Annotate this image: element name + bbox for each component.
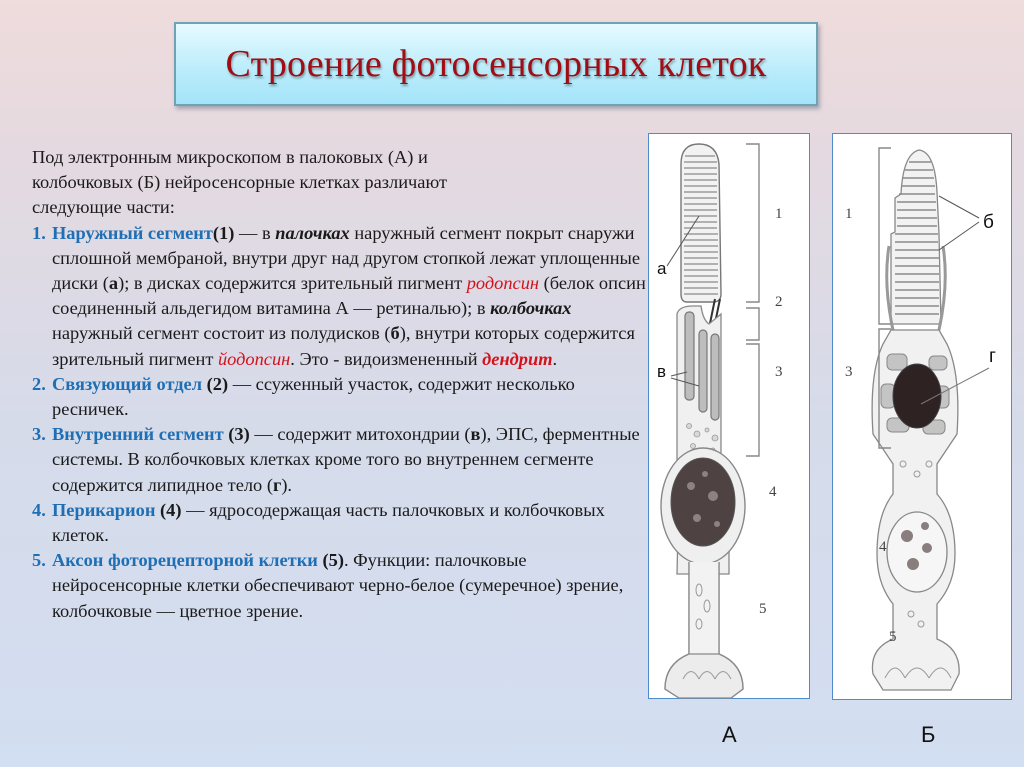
item-number: 3.: [32, 424, 46, 445]
segment-label-2: 2: [775, 294, 783, 310]
term-dendrite: дендрит: [482, 348, 553, 369]
label-lipid-body-g: г: [989, 346, 996, 367]
label-half-discs-b: б: [983, 212, 994, 233]
text-run: ), ЭПС, ферментные системы. В колбочковых клетках кроме того во внутреннем сегменте содержится липидное тело (: [52, 424, 640, 495]
item-heading: Внутренний сегмент: [52, 424, 224, 445]
ref-b: б: [390, 323, 400, 344]
intro-line: Под электронным микроскопом в палоковых (А) и: [32, 147, 428, 167]
term-rods: палочках: [275, 222, 350, 243]
list-item-inner-segment: [32, 422, 652, 498]
text-run: ).: [281, 474, 293, 495]
ref-g: г: [272, 474, 282, 495]
item-text: — ссуженный участок, содержит несколько ресничек.: [52, 373, 575, 420]
item-heading: Связующий отдел: [52, 373, 203, 394]
segment-label-5: 5: [759, 601, 767, 617]
text-run: наружный сегмент состоит из полудисков (: [52, 323, 391, 344]
title-box: [174, 22, 818, 106]
intro-line: следующие части:: [32, 197, 175, 218]
intro-line: колбочковых (Б) нейросенсорные клетках различают: [32, 172, 448, 193]
text-run: — в: [234, 222, 276, 243]
segment-label-4: 4: [769, 484, 777, 500]
text-run: . Это - видоизмененный: [290, 348, 483, 369]
list-item-connecting-part: [32, 372, 652, 422]
list-item-perikaryon: [32, 498, 652, 548]
text-run: ), внутри которых содержится зрительный пигмент: [52, 323, 635, 369]
text-run: наружный сегмент покрыт снаружи сплошной мембраной, внутри друг над другом стопкой лежат уплощенные диски (: [52, 222, 641, 294]
list-item-outer-segment: [32, 221, 652, 372]
rod-cell-diagram: [649, 134, 809, 698]
segment-label-4: 4: [879, 539, 887, 555]
label-mitochondria-v: в: [657, 362, 667, 381]
body-text: [32, 145, 652, 624]
intro-paragraph: [32, 145, 652, 221]
item-number: 5.: [32, 550, 46, 571]
item-heading: Наружный сегмент: [52, 222, 213, 243]
item-heading: Аксон фоторецепторной клетки: [52, 550, 318, 571]
term-iodopsin: йодопсин: [217, 348, 291, 369]
item-ref: (1): [212, 222, 235, 243]
segment-label-5: 5: [889, 629, 897, 645]
cone-cell-figure: [832, 133, 1012, 700]
ref-v: в: [470, 424, 481, 445]
item-text: . Функции: палочковые нейросенсорные клетки обеспечивают черно-белое (сумеречное) зрение, колбочковые — цветное зрение.: [52, 550, 624, 621]
label-discs-a: а: [657, 259, 667, 278]
item-ref: (4): [160, 499, 182, 520]
text-run: ); в дисках содержится зрительный пигмент: [118, 273, 467, 294]
item-heading: Перикарион: [52, 499, 156, 520]
item-number: 1.: [32, 222, 46, 243]
segment-label-3: 3: [845, 364, 853, 380]
text-run: (белок опсин соединенный альдегидом витамина А — ретиналью); в: [52, 273, 646, 319]
figure-caption-cone: Б: [921, 722, 936, 747]
text-run: .: [552, 348, 558, 369]
term-cones: колбочках: [490, 298, 572, 319]
rod-cell-figure: [648, 133, 810, 699]
item-ref: (3): [228, 424, 250, 445]
segment-label-1: 1: [845, 206, 853, 222]
text-run: — содержит митохондрии (: [249, 424, 471, 445]
ref-a: а: [108, 273, 119, 294]
segment-label-1: 1: [775, 206, 783, 222]
item-number: 2.: [32, 373, 46, 394]
figure-caption-rod: А: [722, 722, 737, 747]
item-text: — ядросодержащая часть палочковых и колбочковых клеток.: [52, 499, 605, 546]
item-number: 4.: [32, 499, 46, 520]
segment-label-3: 3: [775, 364, 783, 380]
term-rhodopsin: родопсин: [466, 273, 540, 294]
item-ref: (5): [322, 550, 344, 571]
list-item-axon: [32, 548, 652, 624]
item-ref: (2): [206, 373, 229, 394]
slide-title: Строение фотосенсорных клеток: [225, 43, 767, 85]
